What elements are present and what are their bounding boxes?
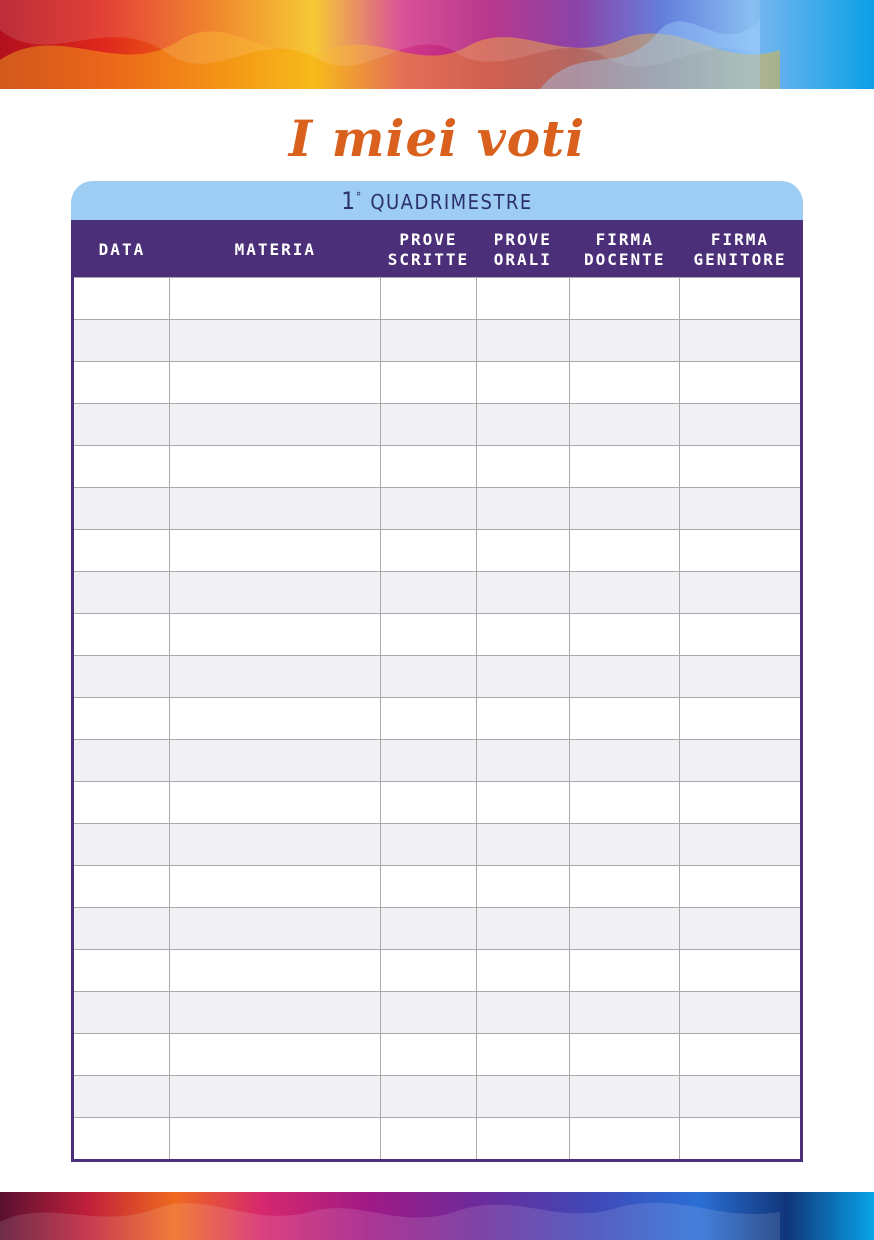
section-header: [71, 181, 803, 223]
cell-firma-docente[interactable]: [570, 866, 680, 908]
cell-materia[interactable]: [170, 278, 381, 320]
cell-prove-orali[interactable]: [476, 446, 569, 488]
cell-prove-orali[interactable]: [476, 278, 569, 320]
cell-prove-orali[interactable]: [476, 866, 569, 908]
cell-materia[interactable]: [170, 488, 381, 530]
grades-table-body: [73, 278, 802, 1161]
table-row: [73, 1076, 802, 1118]
table-row: [73, 362, 802, 404]
cell-firma-docente[interactable]: [570, 1118, 680, 1161]
table-row: [73, 278, 802, 320]
section-label: QUADRIMESTRE: [370, 190, 533, 214]
cell-data[interactable]: [73, 782, 170, 824]
cell-prove-orali[interactable]: [476, 1118, 569, 1161]
cell-data[interactable]: [73, 1118, 170, 1161]
header-data: DATA: [73, 222, 170, 278]
cell-prove-scritte[interactable]: [381, 824, 476, 866]
cell-firma-docente[interactable]: [570, 488, 680, 530]
table-row: [73, 446, 802, 488]
cell-materia[interactable]: [170, 782, 381, 824]
cell-prove-orali[interactable]: [476, 698, 569, 740]
cell-prove-orali[interactable]: [476, 404, 569, 446]
header-materia: MATERIA: [170, 222, 381, 278]
cell-firma-docente[interactable]: [570, 824, 680, 866]
table-row: [73, 530, 802, 572]
cell-prove-orali[interactable]: [476, 572, 569, 614]
cell-materia[interactable]: [170, 824, 381, 866]
colored-smoke-image-bottom: [0, 1192, 874, 1240]
cell-prove-orali[interactable]: [476, 1076, 569, 1118]
cell-firma-genitore[interactable]: [680, 320, 802, 362]
cell-materia[interactable]: [170, 1034, 381, 1076]
cell-materia[interactable]: [170, 572, 381, 614]
cell-data[interactable]: [73, 824, 170, 866]
cell-data[interactable]: [73, 446, 170, 488]
cell-data[interactable]: [73, 740, 170, 782]
cell-materia[interactable]: [170, 614, 381, 656]
header-firma-genitore: FIRMA GENITORE: [680, 222, 802, 278]
cell-firma-genitore[interactable]: [680, 362, 802, 404]
cell-data[interactable]: [73, 992, 170, 1034]
cell-materia[interactable]: [170, 446, 381, 488]
cell-prove-scritte[interactable]: [381, 656, 476, 698]
table-row: [73, 572, 802, 614]
table-row: [73, 824, 802, 866]
cell-prove-orali[interactable]: [476, 488, 569, 530]
cell-firma-genitore[interactable]: [680, 824, 802, 866]
cell-prove-orali[interactable]: [476, 1034, 569, 1076]
cell-data[interactable]: [73, 656, 170, 698]
degree-symbol: °: [355, 190, 363, 204]
cell-firma-genitore[interactable]: [680, 446, 802, 488]
cell-materia[interactable]: [170, 1118, 381, 1161]
bottom-decorative-banner: [0, 1192, 874, 1240]
cell-data[interactable]: [73, 530, 170, 572]
cell-firma-genitore[interactable]: [680, 908, 802, 950]
cell-firma-docente[interactable]: [570, 1034, 680, 1076]
cell-prove-scritte[interactable]: [381, 362, 476, 404]
cell-prove-orali[interactable]: [476, 656, 569, 698]
cell-firma-genitore[interactable]: [680, 740, 802, 782]
cell-firma-docente[interactable]: [570, 740, 680, 782]
header-prove-orali: PROVE ORALI: [476, 222, 569, 278]
cell-prove-scritte[interactable]: [381, 908, 476, 950]
cell-materia[interactable]: [170, 404, 381, 446]
cell-firma-genitore[interactable]: [680, 992, 802, 1034]
cell-prove-orali[interactable]: [476, 614, 569, 656]
cell-prove-scritte[interactable]: [381, 1034, 476, 1076]
cell-data[interactable]: [73, 1076, 170, 1118]
cell-materia[interactable]: [170, 950, 381, 992]
table-row: [73, 614, 802, 656]
cell-prove-scritte[interactable]: [381, 866, 476, 908]
cell-materia[interactable]: [170, 530, 381, 572]
cell-data[interactable]: [73, 488, 170, 530]
cell-prove-scritte[interactable]: [381, 614, 476, 656]
cell-data[interactable]: [73, 866, 170, 908]
cell-prove-orali[interactable]: [476, 320, 569, 362]
cell-firma-genitore[interactable]: [680, 1118, 802, 1161]
cell-firma-genitore[interactable]: [680, 1034, 802, 1076]
cell-prove-scritte[interactable]: [381, 488, 476, 530]
cell-firma-genitore[interactable]: [680, 1076, 802, 1118]
table-row: [73, 950, 802, 992]
cell-data[interactable]: [73, 572, 170, 614]
cell-firma-docente[interactable]: [570, 278, 680, 320]
cell-prove-scritte[interactable]: [381, 950, 476, 992]
cell-firma-genitore[interactable]: [680, 614, 802, 656]
cell-firma-genitore[interactable]: [680, 530, 802, 572]
cell-firma-genitore[interactable]: [680, 698, 802, 740]
table-row: [73, 404, 802, 446]
cell-prove-scritte[interactable]: [381, 740, 476, 782]
cell-materia[interactable]: [170, 992, 381, 1034]
cell-firma-genitore[interactable]: [680, 572, 802, 614]
colored-smoke-image: [0, 0, 874, 89]
cell-materia[interactable]: [170, 320, 381, 362]
cell-data[interactable]: [73, 404, 170, 446]
cell-prove-scritte[interactable]: [381, 320, 476, 362]
cell-firma-genitore[interactable]: [680, 866, 802, 908]
table-row: [73, 992, 802, 1034]
table-row: [73, 740, 802, 782]
cell-data[interactable]: [73, 278, 170, 320]
cell-materia[interactable]: [170, 1076, 381, 1118]
cell-prove-scritte[interactable]: [381, 992, 476, 1034]
table-row: [73, 320, 802, 362]
grades-table: [71, 220, 803, 1162]
cell-materia[interactable]: [170, 698, 381, 740]
cell-firma-docente[interactable]: [570, 782, 680, 824]
top-decorative-banner: [0, 0, 874, 89]
cell-prove-orali[interactable]: [476, 530, 569, 572]
table-row: [73, 698, 802, 740]
cell-data[interactable]: [73, 698, 170, 740]
table-header-row: [73, 222, 802, 278]
cell-data[interactable]: [73, 950, 170, 992]
table-row: [73, 908, 802, 950]
cell-data[interactable]: [73, 320, 170, 362]
cell-prove-scritte[interactable]: [381, 572, 476, 614]
cell-prove-orali[interactable]: [476, 740, 569, 782]
cell-firma-docente[interactable]: [570, 908, 680, 950]
cell-firma-genitore[interactable]: [680, 782, 802, 824]
cell-prove-orali[interactable]: [476, 824, 569, 866]
table-row: [73, 1118, 802, 1161]
cell-materia[interactable]: [170, 908, 381, 950]
cell-data[interactable]: [73, 362, 170, 404]
cell-firma-docente[interactable]: [570, 698, 680, 740]
cell-firma-docente[interactable]: [570, 446, 680, 488]
section-number: 1: [341, 187, 356, 215]
cell-prove-orali[interactable]: [476, 950, 569, 992]
cell-firma-docente[interactable]: [570, 614, 680, 656]
page-title: I miei voti: [288, 109, 586, 168]
table-row: [73, 866, 802, 908]
cell-firma-docente[interactable]: [570, 656, 680, 698]
table-row: [73, 782, 802, 824]
table-row: [73, 656, 802, 698]
cell-prove-scritte[interactable]: [381, 782, 476, 824]
cell-prove-orali[interactable]: [476, 908, 569, 950]
cell-prove-scritte[interactable]: [381, 1076, 476, 1118]
cell-prove-scritte[interactable]: [381, 530, 476, 572]
cell-firma-genitore[interactable]: [680, 656, 802, 698]
cell-data[interactable]: [73, 614, 170, 656]
cell-firma-docente[interactable]: [570, 404, 680, 446]
cell-materia[interactable]: [170, 740, 381, 782]
table-row: [73, 1034, 802, 1076]
cell-firma-genitore[interactable]: [680, 488, 802, 530]
cell-materia[interactable]: [170, 362, 381, 404]
cell-prove-scritte[interactable]: [381, 278, 476, 320]
cell-prove-orali[interactable]: [476, 362, 569, 404]
cell-data[interactable]: [73, 908, 170, 950]
cell-firma-docente[interactable]: [570, 992, 680, 1034]
cell-firma-docente[interactable]: [570, 362, 680, 404]
cell-materia[interactable]: [170, 866, 381, 908]
header-prove-scritte: PROVE SCRITTE: [381, 222, 476, 278]
cell-materia[interactable]: [170, 656, 381, 698]
cell-firma-docente[interactable]: [570, 320, 680, 362]
cell-firma-genitore[interactable]: [680, 278, 802, 320]
cell-firma-docente[interactable]: [570, 530, 680, 572]
cell-prove-scritte[interactable]: [381, 404, 476, 446]
cell-firma-genitore[interactable]: [680, 950, 802, 992]
cell-firma-docente[interactable]: [570, 572, 680, 614]
cell-firma-docente[interactable]: [570, 950, 680, 992]
table-row: [73, 488, 802, 530]
cell-prove-scritte[interactable]: [381, 698, 476, 740]
cell-prove-scritte[interactable]: [381, 446, 476, 488]
cell-data[interactable]: [73, 1034, 170, 1076]
cell-firma-genitore[interactable]: [680, 404, 802, 446]
cell-firma-docente[interactable]: [570, 1076, 680, 1118]
header-firma-docente: FIRMA DOCENTE: [570, 222, 680, 278]
cell-prove-orali[interactable]: [476, 782, 569, 824]
cell-prove-orali[interactable]: [476, 992, 569, 1034]
cell-prove-scritte[interactable]: [381, 1118, 476, 1161]
